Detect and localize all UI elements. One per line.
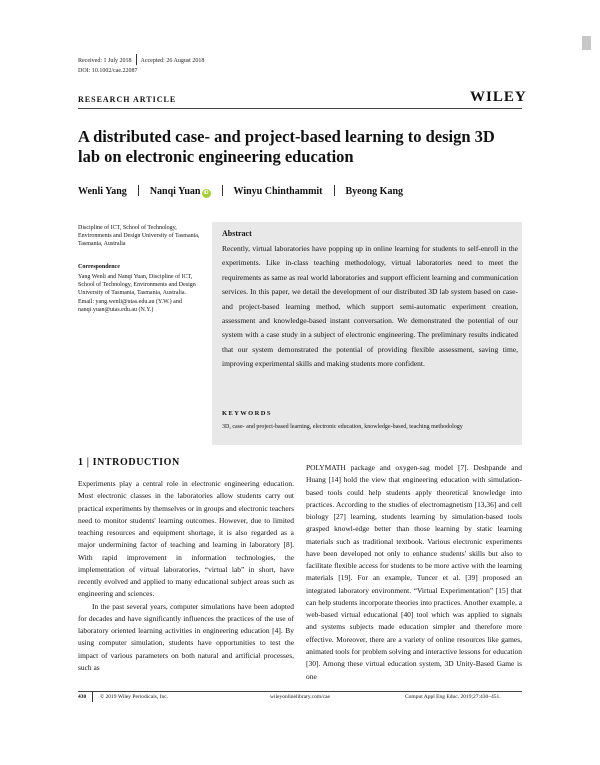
correspondence-block xyxy=(78,273,204,314)
article-type: RESEARCH ARTICLE xyxy=(78,95,177,104)
author-separator xyxy=(334,185,335,196)
correspondence-email[interactable]: Email: yang.wenli@utas.edu.au (Y.W.) and nanqi.yuan@utas.edu.au (N.Y.) xyxy=(78,298,182,313)
body-column-right xyxy=(306,462,522,683)
copyright: © 2019 Wiley Periodicals, Inc. xyxy=(100,694,169,700)
affiliation: Discipline of ICT, School of Technology, Environments and Design University of Tasmania, Tasmania, Australia xyxy=(78,225,200,248)
page-number: 430 xyxy=(78,694,87,700)
paragraph: POLYMATH package and oxygen-sag model [7]. Deshpande and Huang [14] hold the view that engineering education with simulation-based tools could help students apply theoretical knowledge into practices. According to the studies of electromagnetism [13,36] and cell biology [27] learning, students learning by simulation-based tools grasped knowl-edge better than those learning by static learning materials such as traditional textbook. Various electronic experiments have been developed not only to enhance students' skills but also to facilitate flexible access for students to be more active with the learning materials [19]. For an example, Tuncer et al. [39] proposed an integrated laboratory environment. “Virtual Experimentation” [15] that can help students incorporate theories into practices. Another example, a web-based virtual educational [40] tool which was applied to signals and systems subjects made education simpler and therefore more effective. Moreover, there are a variety of online resources like games, animated tools for problem solving and interactive lessons for education [30]. Among these virtual education system, 3D Unity-Based Game is one xyxy=(306,463,522,681)
doi[interactable]: DOI: 10.1002/cae.22087 xyxy=(78,68,138,74)
header-rule xyxy=(78,108,522,109)
keywords-text: 3D, case- and project-based learning, electronic education, knowledge-based, teaching methodology xyxy=(222,424,463,430)
journal-url[interactable]: wileyonlinelibrary.com/cae xyxy=(270,694,330,700)
publisher-logo: WILEY xyxy=(470,89,527,105)
author-separator xyxy=(138,185,139,196)
paragraph: Experiments play a central role in electronic engineering education. Most electronic classes in the laboratories allow students carry out practical experiments by themselves or in groups and electronic teachers need to monitor students' learning outcomes. However, due to limited teaching resources and equipment shortage, it is also regarded as a major undermining factor of teaching and learning in laboratory [8]. With rapid improvement in information technologies, the implementation of virtual laboratories, “virtual lab” in short, have recently evolved and applied to many educational subject areas such as engineering and sciences. xyxy=(78,479,294,599)
author-name[interactable]: Nanqi Yuan xyxy=(149,186,201,197)
date-separator xyxy=(136,54,137,65)
footer-rule xyxy=(78,691,522,692)
correspondence-heading: Correspondence xyxy=(78,264,120,270)
accepted-date: Accepted: 26 August 2018 xyxy=(140,58,205,64)
author-separator xyxy=(222,185,223,196)
body-column-left xyxy=(78,478,294,674)
paragraph: In the past several years, computer simulations have been adopted for decades and have significantly influences the practices of the use of laboratory oriented learning activities in engineering education [4]. By using computer simulation, students have opportunities to test the impact of various parameters on both natural and artificial processes, such as xyxy=(78,601,294,672)
author-name[interactable]: Byeong Kang xyxy=(345,186,404,197)
author-name[interactable]: Winyu Chinthammit xyxy=(233,186,323,197)
abstract-heading: Abstract xyxy=(222,229,252,238)
author-list xyxy=(78,185,403,198)
footer-separator xyxy=(92,692,93,702)
author-name[interactable]: Wenli Yang xyxy=(78,186,127,197)
abstract-text: Recently, virtual laboratories have popping up in online learning for students to self-enroll in the experiments. Like in-class teaching methodology, virtual laboratories need to meet the requirements as same as real world laboratories and support efficient learning and communication services. In this paper, we detail the development of our distributed 3D lab system based on case-and project-based learning method, which support semi-automatic experiment creation, assessment and knowledge-based instant conversation. We demonstrated the potential of our system with a case study in a subject of electronic engineering. The preliminary results indicated that our system demonstrated the potential of providing flexible assessment, saving time, improving experimental skills and making students more confident. xyxy=(222,244,518,369)
publication-dates xyxy=(78,54,204,65)
section-heading: 1 | INTRODUCTION xyxy=(78,457,180,468)
journal-citation: Comput Appl Eng Educ. 2019;27:430–451. xyxy=(405,694,501,700)
correspondence-address: Yang Wenli and Nanqi Yuan, Discipline of ICT, School of Technology, Environments and Design University of Tasmania, Tasmania, Australia. xyxy=(78,274,196,297)
article-title: A distributed case- and project-based learning to design 3D lab on electronic engineering education xyxy=(78,127,495,166)
keywords-heading: KEYWORDS xyxy=(222,410,272,417)
received-date: Received: 1 July 2018 xyxy=(78,58,132,64)
page-corner-marker xyxy=(582,36,591,50)
orcid-icon[interactable]: iD xyxy=(203,190,209,196)
